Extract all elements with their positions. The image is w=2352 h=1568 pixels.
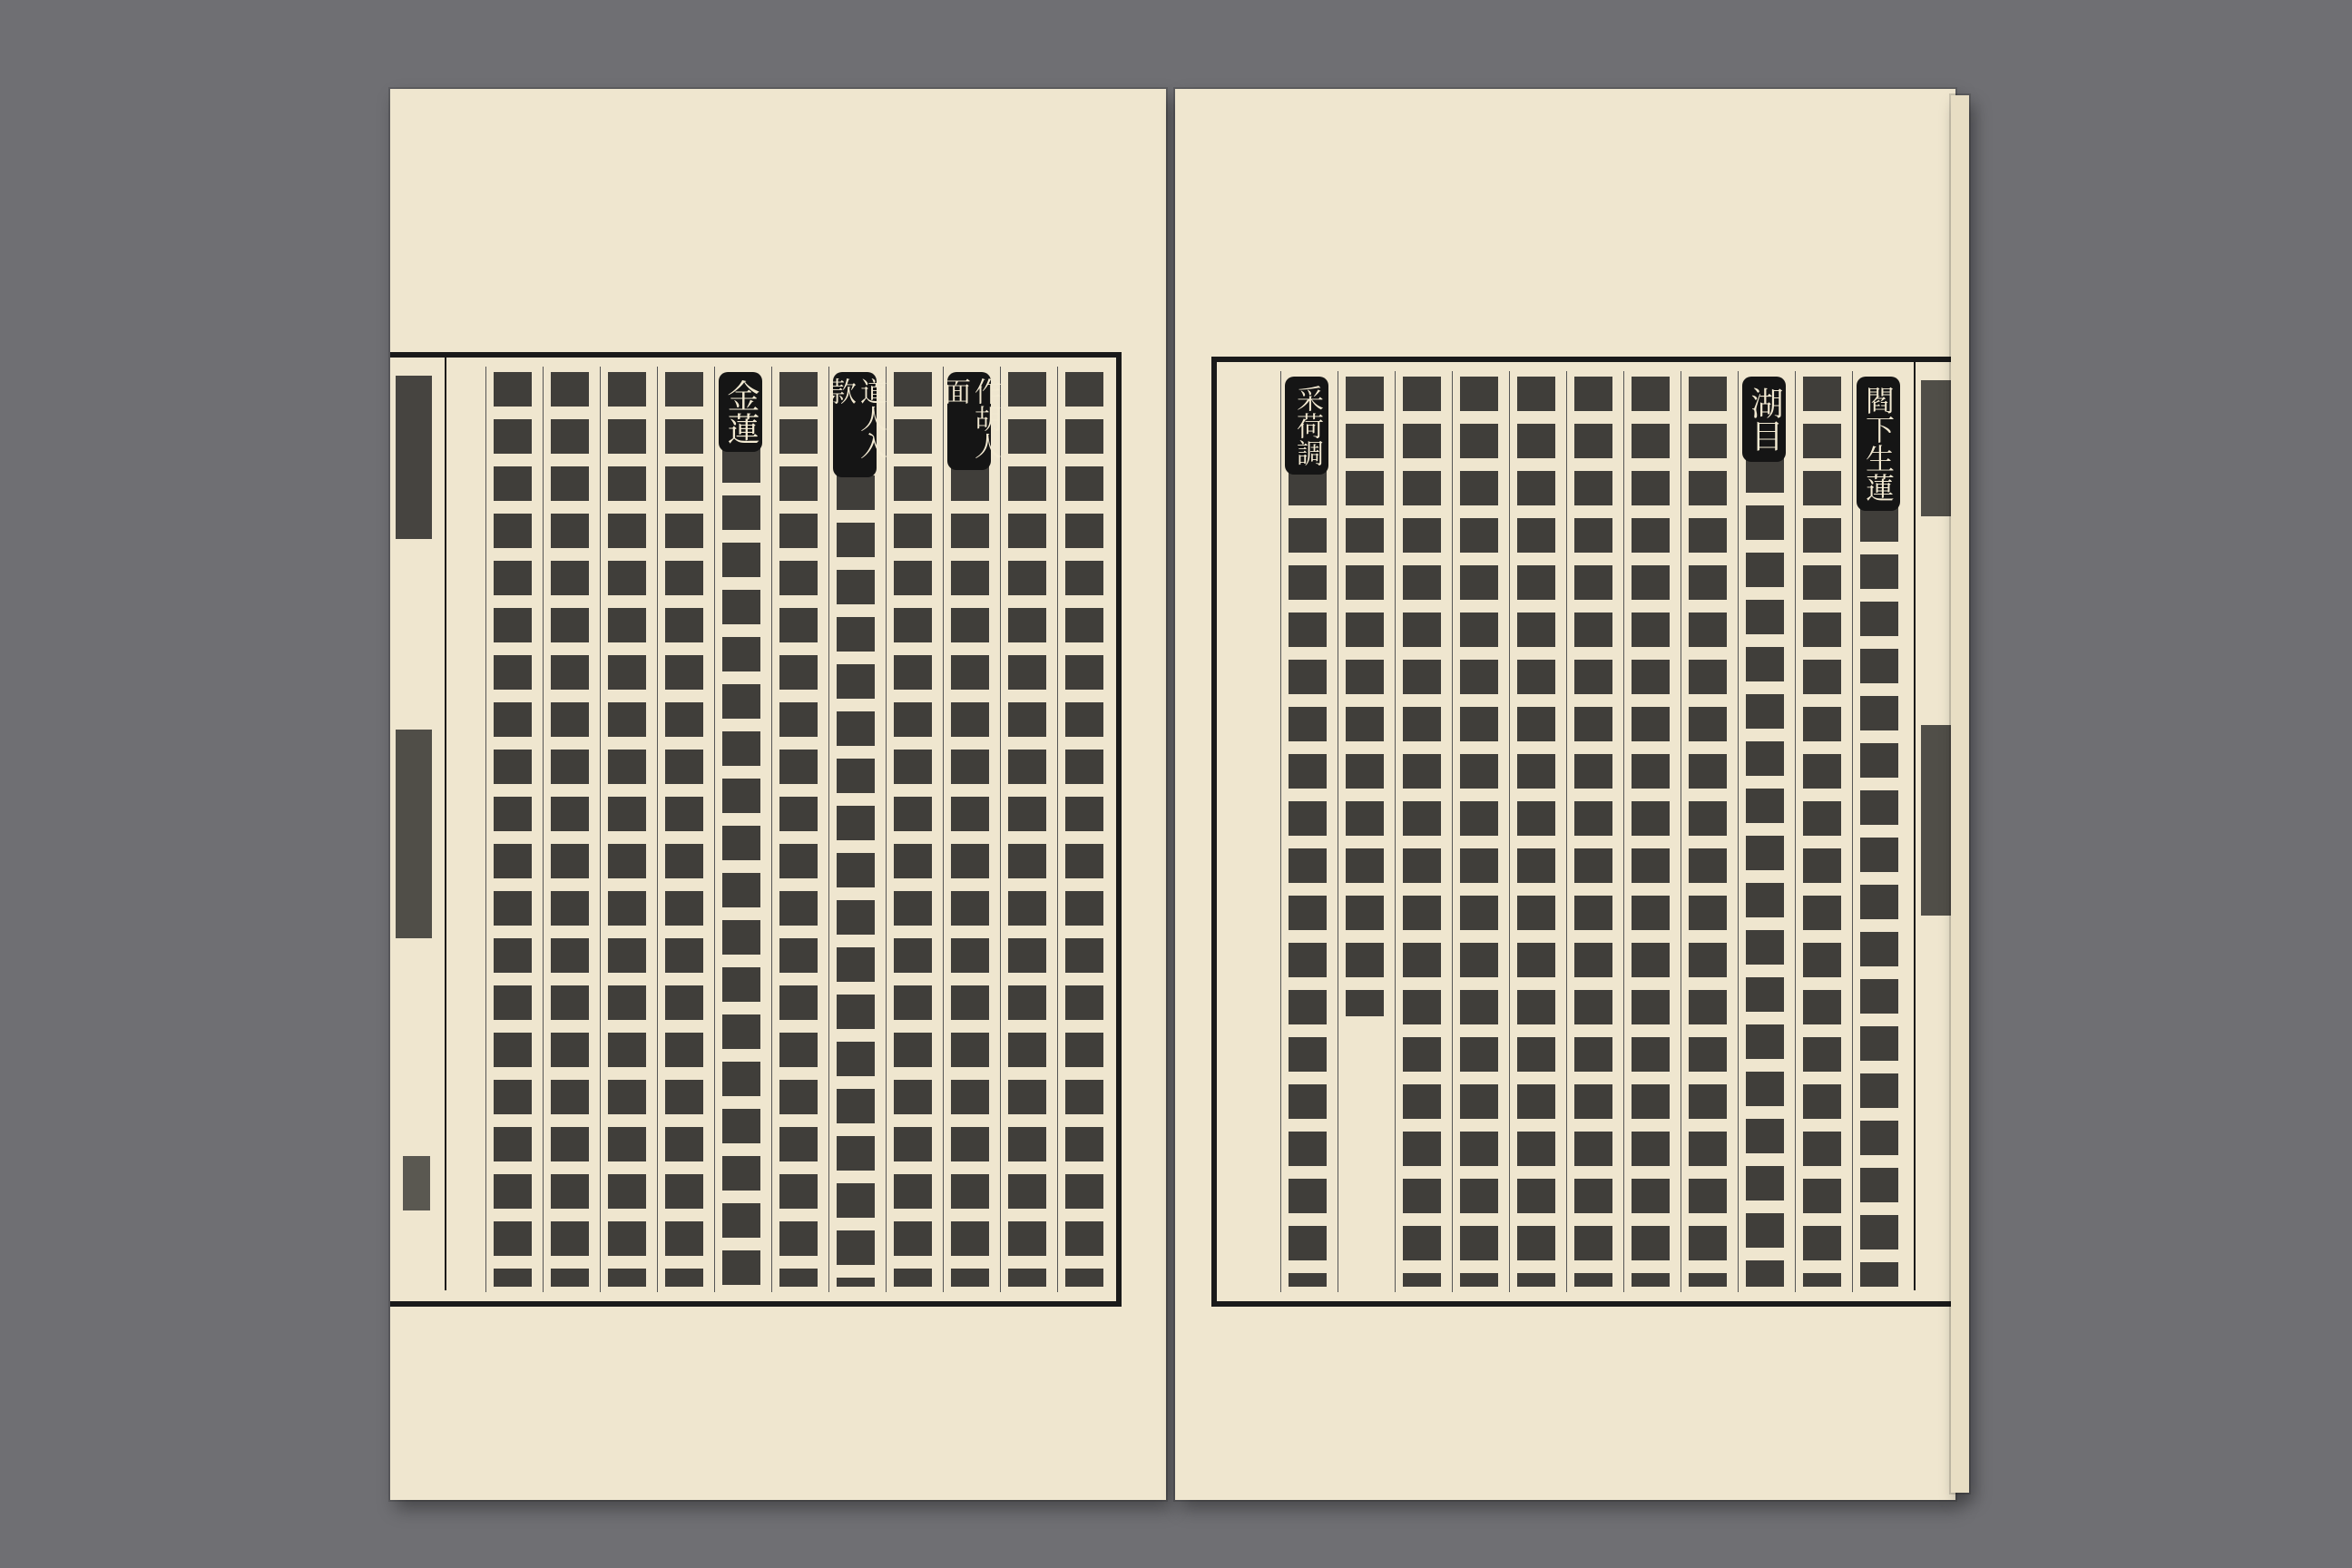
- left-page-frame: [390, 352, 1122, 1307]
- text-column: [1566, 371, 1620, 1292]
- text-column: [1623, 371, 1677, 1292]
- text-column: [1681, 371, 1734, 1292]
- heading-dao-ren-ru-kuan: 道人入款: [833, 372, 877, 477]
- text-column: [600, 367, 653, 1292]
- text-column: [1795, 371, 1848, 1292]
- left-page: [390, 89, 1166, 1500]
- folio-chapter-ink: [1921, 725, 1954, 916]
- text-column: [1280, 371, 1334, 1292]
- folio-title-ink: [1921, 380, 1954, 516]
- text-column: [1000, 367, 1054, 1292]
- page-edge: [1951, 95, 1969, 1493]
- text-column: [938, 367, 1001, 1292]
- heading-zuo-hu-ren-mian: 作胡人面: [947, 372, 991, 470]
- text-column: [1738, 371, 1791, 1292]
- text-column: [1509, 371, 1563, 1292]
- heading-an-xia-sheng-lian: 閻下生蓮: [1857, 377, 1900, 511]
- text-column: [824, 367, 887, 1292]
- heading-jin-lian: 金蓮: [719, 372, 762, 452]
- heading-hu-mu: 湖目: [1742, 377, 1786, 462]
- right-page-frame: [1211, 357, 1961, 1307]
- text-column: [714, 367, 768, 1292]
- text-column: [657, 367, 710, 1292]
- right-page: [1175, 89, 1955, 1500]
- folio-title-ink: [396, 376, 432, 539]
- text-column: [1852, 371, 1906, 1292]
- left-folio-margin: [390, 358, 446, 1290]
- text-column: [771, 367, 825, 1292]
- text-column: [1452, 371, 1505, 1292]
- heading-cai-he-diao: 采荷調: [1285, 377, 1328, 475]
- text-column: [1338, 371, 1391, 1292]
- text-column: [485, 367, 539, 1292]
- text-column: [1057, 367, 1111, 1292]
- text-column: [1395, 371, 1448, 1292]
- folio-page-number-ink: [403, 1156, 430, 1210]
- text-column: [543, 367, 596, 1292]
- folio-chapter-ink: [396, 730, 432, 938]
- text-column: [886, 367, 939, 1292]
